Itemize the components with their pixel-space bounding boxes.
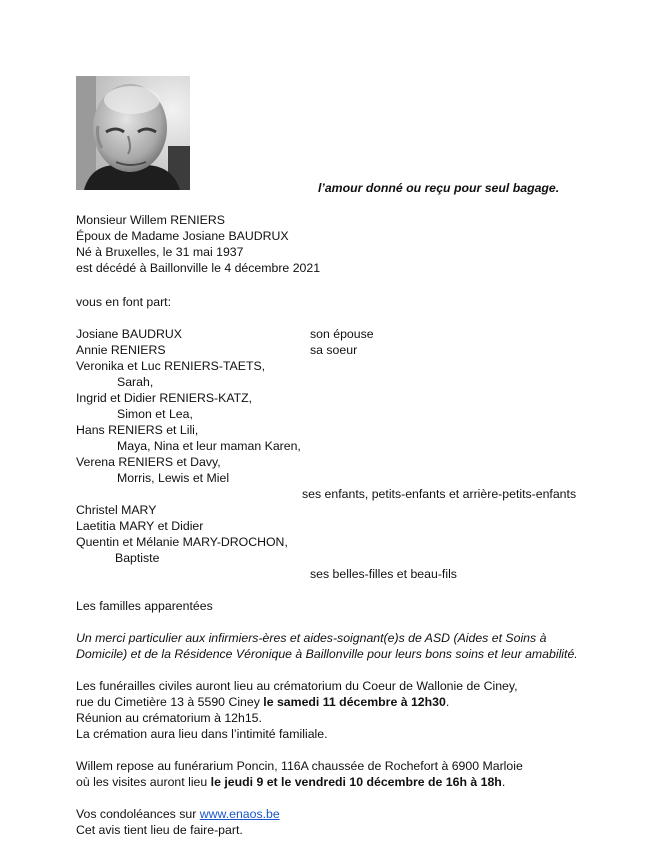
family-name: Josiane BAUDRUX xyxy=(76,327,182,341)
family-name: Morris, Lewis et Miel xyxy=(117,471,230,485)
funeral-address: rue du Cimetière 13 à 5590 Ciney xyxy=(76,695,264,709)
family-name: Simon et Lea, xyxy=(117,407,193,421)
condolences-pre: Vos condoléances sur xyxy=(76,807,200,821)
thanks-line: Domicile) et de la Résidence Véronique à Baillonville pour leurs bons soins et leur amabilité. xyxy=(76,647,578,661)
funerarium-line: Willem repose au funérarium Poncin, 116A chaussée de Rochefort à 6900 Marloie xyxy=(76,759,523,773)
funeral-line: Les funérailles civiles auront lieu au crématorium du Coeur de Wallonie de Ciney, xyxy=(76,679,518,693)
visits-period: . xyxy=(501,775,506,789)
family-relation: ses belles-filles et beau-fils xyxy=(310,567,457,581)
family-relation: ses enfants, petits-enfants et arrière-petits-enfants xyxy=(302,487,577,501)
family-name: Hans RENIERS et Lili, xyxy=(76,423,199,437)
meeting-line: Réunion au crématorium à 12h15. xyxy=(76,711,262,725)
enaos-link[interactable]: www.enaos.be xyxy=(199,807,280,821)
deceased-name: Monsieur Willem RENIERS xyxy=(76,213,225,227)
family-name: Sarah, xyxy=(117,375,154,389)
family-name: Maya, Nina et leur maman Karen, xyxy=(117,439,301,453)
visits-dates: le jeudi 9 et le vendredi 10 décembre de 16h à 18h xyxy=(210,775,502,789)
family-name: Baptiste xyxy=(115,551,160,565)
funeral-period: . xyxy=(445,695,450,709)
death-line: est décédé à Baillonville le 4 décembre 2021 xyxy=(76,261,321,275)
family-name: Veronika et Luc RENIERS-TAETS, xyxy=(76,359,266,373)
family-name: Quentin et Mélanie MARY-DROCHON, xyxy=(76,535,288,549)
funeral-date: le samedi 11 décembre à 12h30 xyxy=(263,695,446,709)
family-relation: son épouse xyxy=(310,327,374,341)
visits-line xyxy=(76,774,505,790)
family-relation: sa soeur xyxy=(310,343,358,357)
spouse-line: Époux de Madame Josiane BAUDRUX xyxy=(76,229,289,243)
birth-line: Né à Bruxelles, le 31 mai 1937 xyxy=(76,245,244,259)
condolences-line xyxy=(76,806,280,822)
relatives-line: Les familles apparentées xyxy=(76,599,213,613)
notice-line: Cet avis tient lieu de faire-part. xyxy=(76,823,243,837)
family-name: Annie RENIERS xyxy=(76,343,166,357)
family-name: Laetitia MARY et Didier xyxy=(76,519,204,533)
funeral-date-line xyxy=(76,694,449,710)
portrait-photo xyxy=(76,76,190,190)
cremation-line: La crémation aura lieu dans l’intimité familiale. xyxy=(76,727,328,741)
visits-pre: où les visites auront lieu xyxy=(76,775,211,789)
family-name: Ingrid et Didier RENIERS-KATZ, xyxy=(76,391,253,405)
motto: l’amour donné ou reçu pour seul bagage. xyxy=(318,181,560,195)
thanks-line: Un merci particulier aux infirmiers-ères et aides-soignant(e)s de ASD (Aides et Soins à xyxy=(76,631,547,645)
family-name: Christel MARY xyxy=(76,503,157,517)
intro-line: vous en font part: xyxy=(76,295,172,309)
family-name: Verena RENIERS et Davy, xyxy=(76,455,221,469)
